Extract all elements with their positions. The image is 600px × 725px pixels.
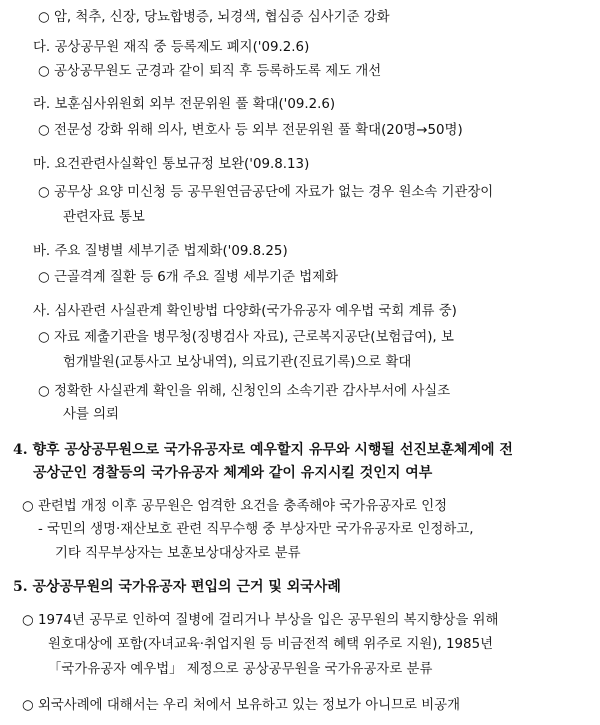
subsection-heading: 라. 보훈심사위원회 외부 전문위원 풀 확대('09.2.6): [33, 97, 336, 112]
bullet-line: ○ 외국사례에 대해서는 우리 처에서 보유하고 있는 정보가 아니므로 비공개: [22, 698, 461, 713]
bullet-continuation: 사를 의뢰: [63, 407, 119, 422]
section-heading: 5. 공상공무원의 국가유공자 편입의 근거 및 외국사례: [13, 579, 341, 595]
bullet-continuation: 「국가유공자 예우법」 제정으로 공상공무원을 국가유공자로 분류: [48, 662, 433, 677]
bullet-line: ○ 전문성 강화 위해 의사, 변호사 등 외부 전문위원 풀 확대(20명→50명): [38, 123, 463, 138]
subsection-heading: 사. 심사관련 사실관계 확인방법 다양화(국가유공자 예우법 국회 계류 중): [33, 304, 457, 319]
dash-line: - 국민의 생명·재산보호 관련 직무수행 중 부상자만 국가유공자로 인정하고,: [38, 522, 474, 537]
bullet-line: ○ 암, 척추, 신장, 당뇨합병증, 뇌경색, 협심증 심사기준 강화: [38, 10, 390, 25]
subsection-heading: 마. 요건관련사실확인 통보규정 보완('09.8.13): [33, 157, 310, 172]
bullet-line: ○ 정확한 사실관계 확인을 위해, 신청인의 소속기관 감사부서에 사실조: [38, 384, 451, 399]
bullet-line: ○ 공상공무원도 군경과 같이 퇴직 후 등록하도록 제도 개선: [38, 64, 382, 79]
bullet-continuation: 험개발원(교통사고 보상내역), 의료기관(진료기록)으로 확대: [63, 355, 412, 370]
bullet-line: ○ 관련법 개정 이후 공무원은 엄격한 요건을 충족해야 국가유공자로 인정: [22, 499, 448, 514]
bullet-line: ○ 근골격계 질환 등 6개 주요 질병 세부기준 법제화: [38, 270, 339, 285]
section-heading-continuation: 공상군인 경찰등의 국가유공자 체계와 같이 유지시킬 것인지 여부: [33, 465, 433, 481]
bullet-continuation: 관련자료 통보: [63, 210, 145, 225]
dash-continuation: 기타 직무부상자는 보훈보상대상자로 분류: [55, 546, 301, 561]
bullet-line: ○ 자료 제출기관을 병무청(징병검사 자료), 근로복지공단(보험급여), 보: [38, 330, 454, 345]
bullet-continuation: 원호대상에 포함(자녀교육·취업지원 등 비금전적 혜택 위주로 지원), 1985년: [48, 637, 494, 652]
section-heading: 4. 향후 공상공무원으로 국가유공자로 예우할지 유무와 시행될 선진보훈체계에 전: [13, 442, 513, 458]
subsection-heading: 바. 주요 질병별 세부기준 법제화('09.8.25): [33, 244, 288, 259]
bullet-line: ○ 1974년 공무로 인하여 질병에 걸리거나 부상을 입은 공무원의 복지향상을 위해: [22, 613, 499, 628]
bullet-line: ○ 공무상 요양 미신청 등 공무원연금공단에 자료가 없는 경우 원소속 기관장이: [38, 185, 494, 200]
subsection-heading: 다. 공상공무원 재직 중 등록제도 폐지('09.2.6): [33, 40, 310, 55]
